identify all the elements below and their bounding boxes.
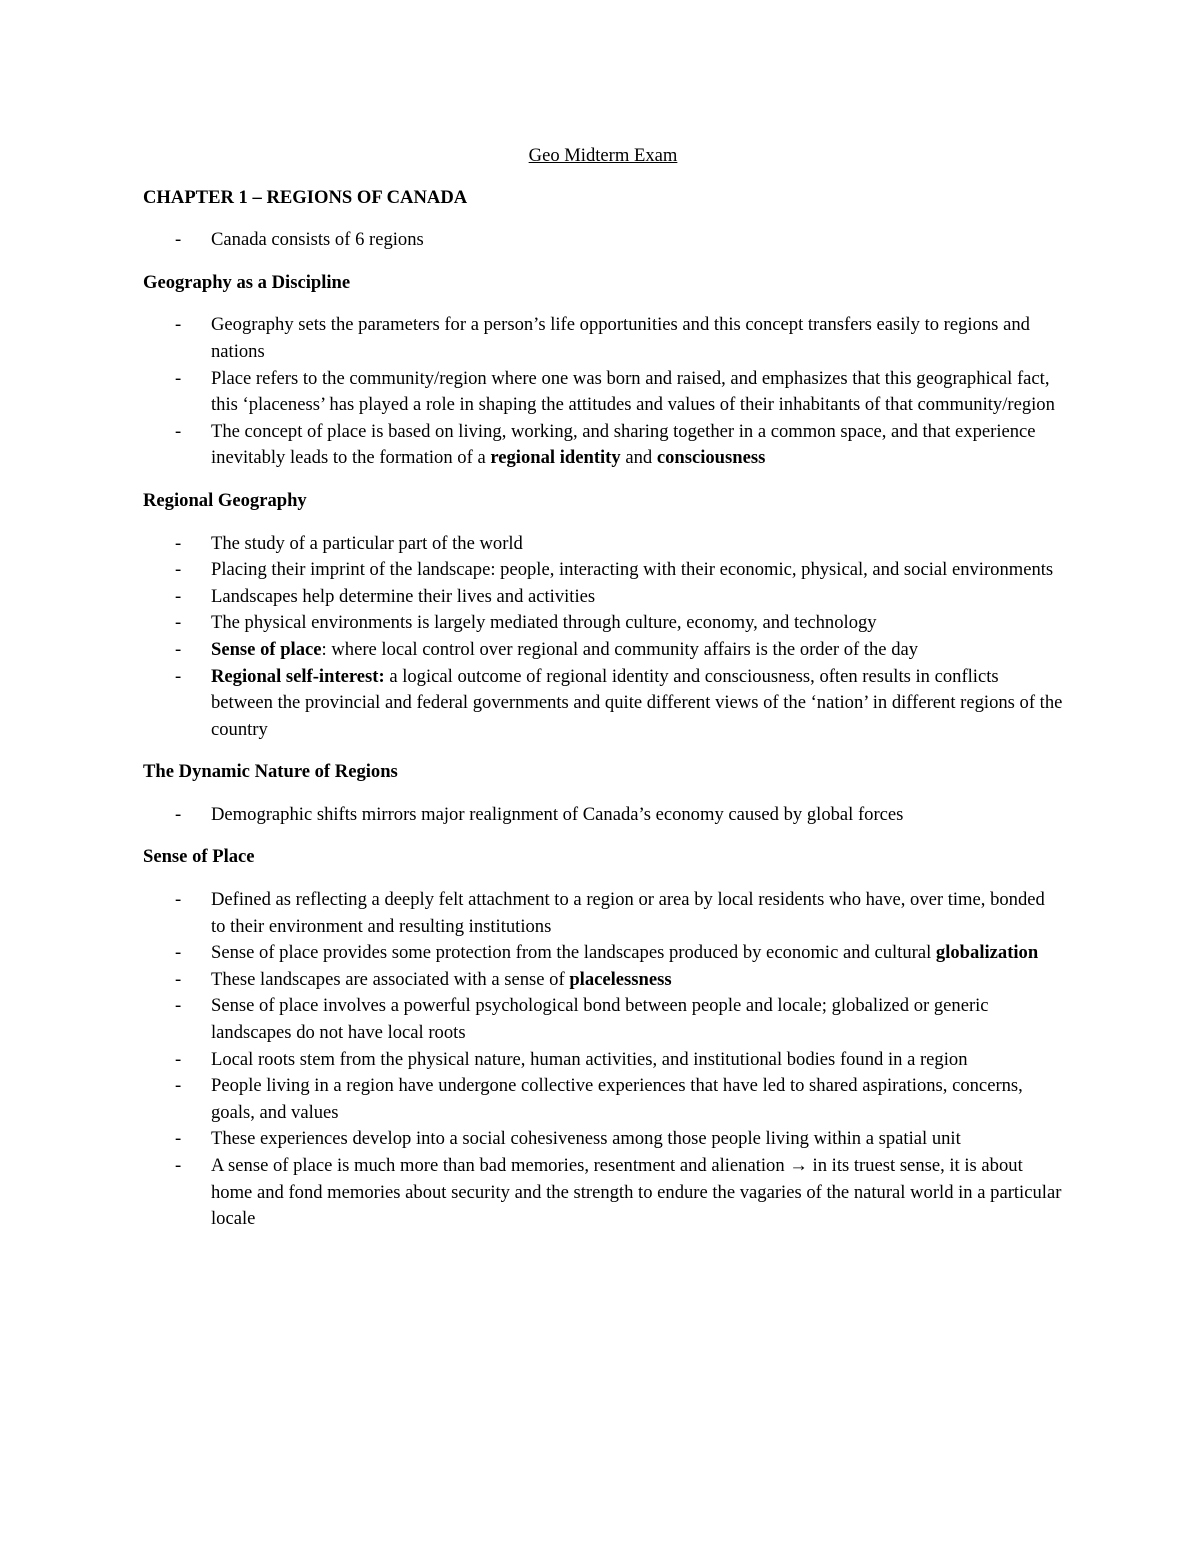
list-item [143, 1153, 1063, 1233]
list-item-text: Sense of place involves a powerful psychological bond between people and locale; globalized or generic landscapes do not have local roots [211, 995, 989, 1044]
bullet-dash: - [175, 367, 182, 389]
list-item-text: People living in a region have undergone collective experiences that have led to shared aspirations, concerns, goals, and values [211, 1075, 1023, 1123]
bold-term: regional identity [490, 447, 621, 469]
bullet-dash: - [175, 889, 182, 911]
list-item-text: Demographic shifts mirrors major realignment of Canada’s economy caused by global forces [211, 803, 904, 825]
bullet-dash: - [175, 532, 182, 554]
bullet-list [143, 531, 1063, 744]
section-heading: The Dynamic Nature of Regions [143, 761, 398, 783]
list-item [143, 1073, 1063, 1126]
list-item-text: The physical environments is largely mediated through culture, economy, and technology [211, 612, 877, 634]
bold-term: Regional self-interest: [211, 665, 385, 687]
bullet-dash: - [175, 1128, 182, 1150]
bullet-dash: - [175, 314, 182, 336]
intro-list [143, 227, 1063, 254]
list-item-text: Placing their imprint of the landscape: people, interacting with their economic, physical, and social environments [211, 559, 1054, 581]
section-heading: Regional Geography [143, 489, 307, 511]
list-item-text: Local roots stem from the physical nature, human activities, and institutional bodies found in a region [211, 1048, 968, 1070]
bold-term: → [789, 1155, 808, 1176]
list-item-text: Regional self-interest: a logical outcome of regional identity and consciousness, often results in conflicts between the provincial and federal governments and quite different views of the ‘nation’ in different regions of the country [211, 665, 1063, 740]
bold-term: placelessness [569, 968, 672, 990]
list-item-text: These landscapes are associated with a sense of placelessness [211, 968, 672, 990]
list-item-text: These experiences develop into a social cohesiveness among those people living within a spatial unit [211, 1128, 961, 1150]
bullet-dash: - [175, 1048, 182, 1070]
document-title: Geo Midterm Exam [528, 145, 678, 166]
bullet-dash: - [175, 420, 182, 442]
list-item [143, 419, 1063, 472]
list-item [143, 366, 1063, 419]
list-item [143, 993, 1063, 1046]
bold-term: globalization [935, 942, 1039, 964]
list-item [143, 802, 1063, 829]
list-item-text: Sense of place provides some protection from the landscapes produced by economic and cultural globalization [211, 942, 1039, 964]
list-item-text: Canada consists of 6 regions [211, 229, 424, 251]
list-item-text: Defined as reflecting a deeply felt attachment to a region or area by local residents who have, over time, bonded to their environment and resulting institutions [211, 889, 1045, 937]
bullet-dash: - [175, 559, 182, 581]
bullet-dash: - [175, 803, 182, 825]
list-item [143, 610, 1063, 637]
list-item-text: A sense of place is much more than bad memories, resentment and alienation → in its truest sense, it is about home and fond memories about security and the strength to endure the vagaries of the natural world in a particular locale [211, 1155, 1062, 1230]
bullet-dash: - [175, 995, 182, 1017]
list-item [143, 584, 1063, 611]
document-page [143, 143, 1063, 1249]
sections-container [143, 270, 1063, 1233]
list-item [143, 312, 1063, 365]
list-item-text: Place refers to the community/region where one was born and raised, and emphasizes that this geographical fact, this ‘placeness’ has played a role in shaping the attitudes and values of their inhabitants of that community/region [211, 367, 1055, 416]
list-item [143, 531, 1063, 558]
list-item [143, 967, 1063, 994]
bullet-list [143, 312, 1063, 472]
list-item [143, 227, 1063, 254]
list-item [143, 664, 1063, 744]
bold-term: Sense of place [211, 638, 322, 660]
section-heading: Geography as a Discipline [143, 271, 351, 293]
bullet-dash: - [175, 968, 182, 990]
list-item-text: Geography sets the parameters for a person’s life opportunities and this concept transfers easily to regions and nations [211, 314, 1030, 362]
list-item-text: The concept of place is based on living, working, and sharing together in a common space, and that experience inevitably leads to the formation of a regional identity and consciousness [211, 420, 1036, 469]
list-item-text: The study of a particular part of the world [211, 532, 523, 554]
bullet-dash: - [175, 638, 182, 660]
bullet-dash: - [175, 1155, 182, 1176]
bullet-dash: - [175, 229, 182, 251]
section-heading: Sense of Place [143, 846, 255, 868]
list-item-text: Landscapes help determine their lives and activities [211, 585, 596, 607]
bold-term: consciousness [656, 447, 766, 469]
chapter-heading: CHAPTER 1 – REGIONS OF CANADA [143, 186, 468, 208]
bullet-list [143, 887, 1063, 1233]
bullet-dash: - [175, 612, 182, 634]
bullet-dash: - [175, 1075, 182, 1097]
bullet-dash: - [175, 942, 182, 964]
list-item [143, 887, 1063, 940]
list-item [143, 637, 1063, 664]
list-item-text: Sense of place: where local control over regional and community affairs is the order of the day [211, 638, 919, 660]
list-item [143, 940, 1063, 967]
list-item [143, 557, 1063, 584]
bullet-list [143, 802, 1063, 829]
bullet-dash: - [175, 665, 182, 687]
bullet-dash: - [175, 585, 182, 607]
list-item [143, 1126, 1063, 1153]
list-item [143, 1047, 1063, 1074]
